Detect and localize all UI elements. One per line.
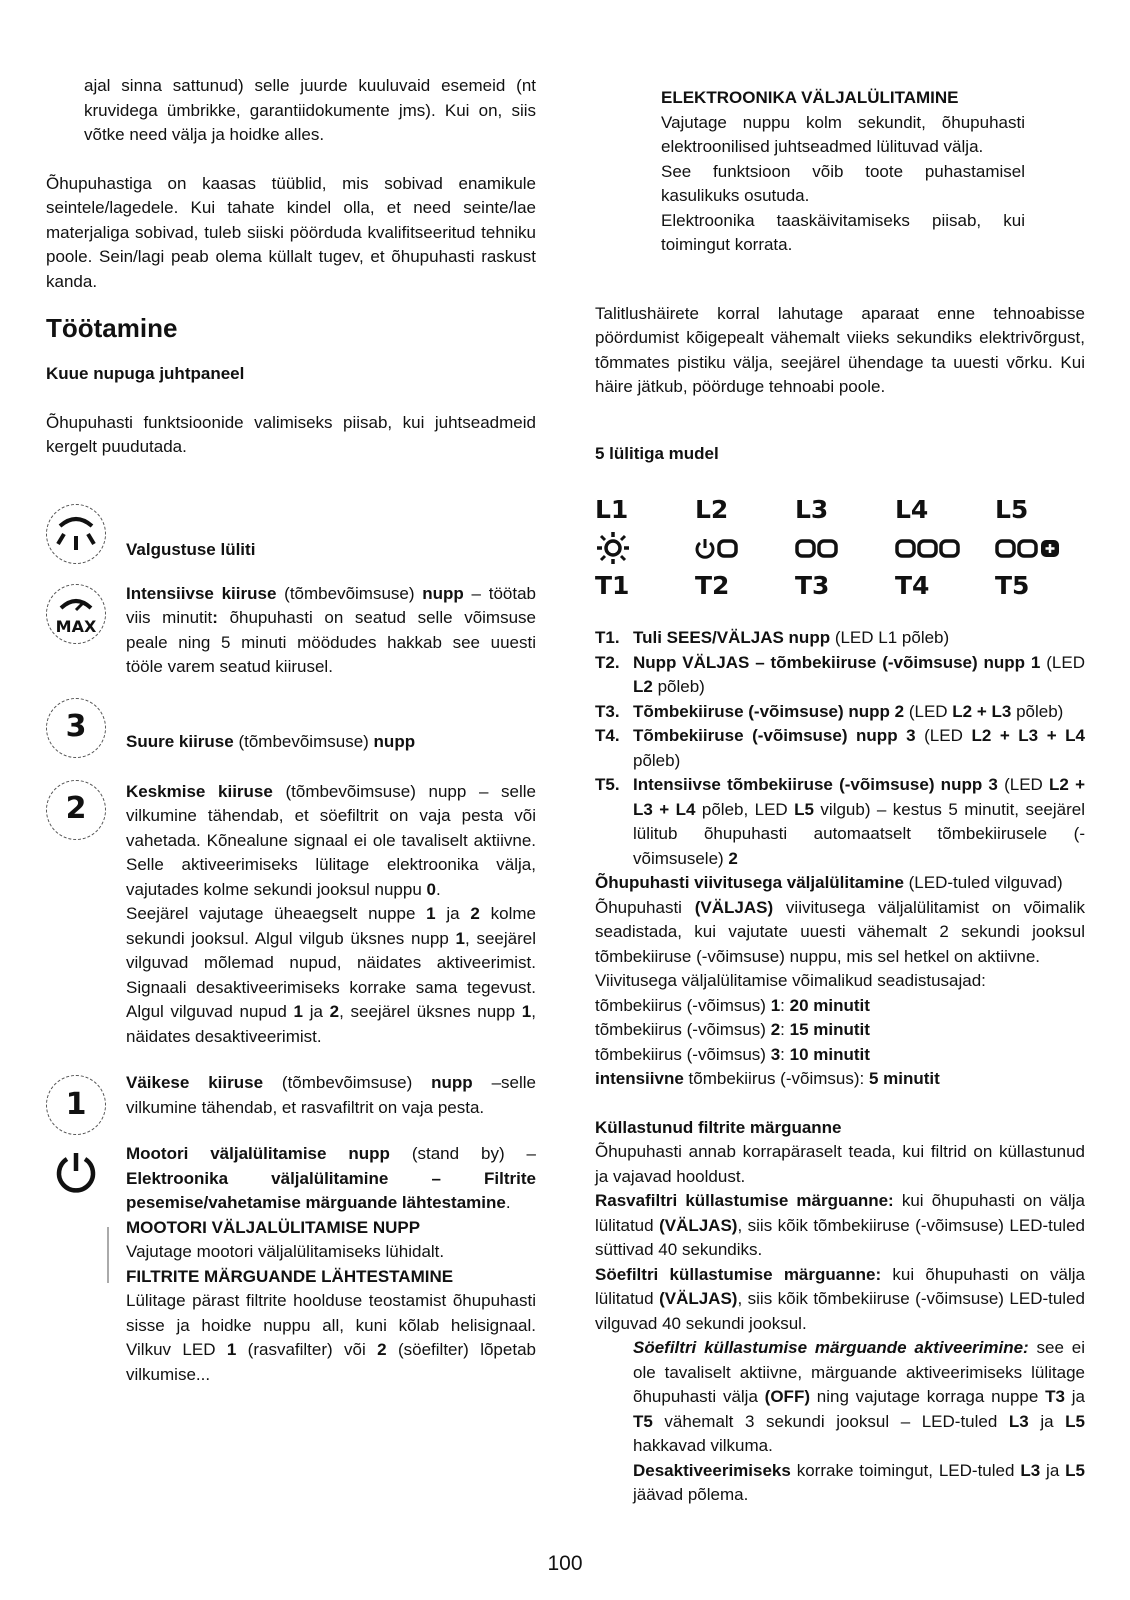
delay-option-3: tõmbekiirus (-võimsus) 3: 10 minutit — [595, 1044, 870, 1064]
saturation-p1: Õhupuhasti annab korrapäraselt teada, kui filtrid on küllastunud ja vajavad hooldust. — [595, 1142, 1085, 1186]
speed-2-text-2: Seejärel vajutage üheaegselt nuppe 1 ja 2 kolme sekundi jooksul. Algul vilgub üksnes nupp 1, seejärel vilguvad mõlemad nupud, näidates aktiveerimist. Signaali desaktiveerimiseks korrake sama tegevust. Algul vilguvad nupud 1 ja 2, seejärel üksnes nupp 1, näidates desaktiveerimist. — [126, 904, 536, 1046]
light-bulb-icon — [595, 528, 695, 568]
led-diagram — [595, 492, 1085, 604]
led-label: L3 — [795, 495, 829, 524]
speed-1-icon-text: 1 — [65, 1086, 87, 1122]
electronics-off-block — [595, 86, 1025, 258]
divider-line — [107, 1227, 109, 1283]
max-icon — [46, 584, 106, 644]
power-speed-1-icon — [695, 528, 795, 568]
speed-3-button-row — [46, 698, 536, 778]
light-icon — [46, 504, 106, 564]
intro-paragraph-1: ajal sinna sattunud) selle juurde kuuluvaid esemeid (nt kruvidega ümbrikke, garantiidokumente jms). Kui on, siis võtke need välja ja hoidke alles. — [84, 76, 536, 144]
delay-options-intro: Viivitusega väljalülitamise võimalikud seadistusajad: — [595, 971, 986, 990]
saturation-title: Küllastunud filtrite märguanne — [595, 1117, 842, 1137]
subheading: Kuue nupuga juhtpaneel — [46, 364, 245, 383]
light-button-row — [46, 504, 536, 574]
key-list — [595, 626, 1085, 871]
delay-option-1: tõmbekiirus (-võimsus) 1: 20 minutit — [595, 995, 870, 1015]
motor-off-text: Vajutage mootori väljalülitamiseks lühidalt. — [126, 1242, 445, 1261]
speed-2-icon-text: 2 — [65, 791, 87, 827]
carbon-alarm-activation: Söefiltri küllastumise märguande aktiveerimine: see ei ole tavaliselt aktiivne, märguande aktiveerimiseks lülitage õhupuhasti välja (OFF) ning vajutage korraga nuppe T3 ja T5 vähemalt 3 sekundi jooksul – LED-tuled L3 ja L5 hakkavad vilkuma. — [633, 1338, 1085, 1455]
electronics-off-p3: Elektroonika taaskäivitamiseks piisab, kui toimingut korrata. — [661, 210, 1025, 254]
delay-title: Õhupuhasti viivitusega väljalülitamine (LED-tuled vilguvad) — [595, 873, 1063, 892]
key-item-t1: T1. Tuli SEES/VÄLJAS nupp (LED L1 põleb) — [595, 628, 950, 647]
speed-2-leds-icon — [795, 528, 895, 568]
led-label: L2 — [695, 495, 729, 524]
power-icon — [46, 1142, 106, 1202]
speed-3-leds-icon — [895, 528, 995, 568]
key-label: T4 — [895, 571, 930, 600]
intro-paragraph-2: Õhupuhastiga on kaasas tüüblid, mis sobivad enamikule seintele/lagedele. Kui tahate kindel olla, et need seinte/lae materjaliga sobivad, tuleb siiski pöörduda kvalifitseeritud tehniku poole. Sein/lagi peab olema küllalt tugev, et õhupuhasti raskust kanda. — [46, 173, 536, 291]
speed-2-text: Keskmise kiiruse (tõmbevõimsuse) nupp – selle vilkumine tähendab, et söefiltrit on vaja pesta või vahetada. Kõnealune signaal ei ole tavaliselt aktiivne. Selle aktiveerimiseks lülitage elektroonika välja, vajutades kolme sekundi jooksul nuppu 0. — [126, 781, 536, 899]
section-heading: Töötamine — [46, 313, 178, 343]
speed-2-icon — [46, 780, 106, 840]
electronics-off-title: ELEKTROONIKA VÄLJALÜLITAMINE — [661, 88, 959, 107]
key-label: T1 — [595, 571, 630, 600]
led-label: L4 — [895, 495, 929, 524]
filter-reset-heading: FILTRITE MÄRGUANDE LÄHTESTAMINE — [126, 1266, 454, 1286]
delay-option-4: intensiivne tõmbekiirus (-võimsus): 5 minutit — [595, 1069, 940, 1088]
speed-3-icon — [46, 698, 106, 758]
fault-paragraph: Talitlushäirete korral lahutage aparaat enne tehnoabisse pöördumist kõigepealt vähemalt viieks sekundiks elektrivõrgust, tõmmates pistiku välja, seejärel ühendage ta uuesti võrku. Kui häire jätkub, pöörduge tehnoabi poole. — [595, 303, 1085, 396]
key-item-t3: T3. Tõmbekiiruse (-võimsuse) nupp 2 (LED L2 + L3 põleb) — [595, 701, 1064, 721]
delay-paragraph: Õhupuhasti (VÄLJAS) viivitusega väljalülitamist on võimalik seadistada, kui vajutate uuesti vähemalt 2 sekundi jooksul tõmbekiiruse (-võimsuse) nuppu, mis sel hetkel on aktiivne. — [595, 897, 1085, 966]
max-button-text: Intensiivse kiiruse (tõmbevõimsuse) nupp – töötab viis minutit: õhupuhasti on seatud selle võimsuse peale ning 5 minuti möödudes hakkab see uuesti tööle varem seatud kiirusel. — [126, 583, 536, 676]
electronics-off-p1: Vajutage nuppu kolm sekundit, õhupuhasti elektroonilised juhtseadmed lülituvad välja. — [661, 112, 1025, 156]
speed-3-icon-text: 3 — [65, 709, 87, 745]
model-title: 5 lülitiga mudel — [595, 443, 719, 463]
panel-intro: Õhupuhasti funktsioonide valimiseks piisab, kui juhtseadmeid kergelt puudutada. — [46, 412, 536, 456]
intensive-leds-icon — [995, 528, 1095, 568]
max-icon-text: MAX — [55, 616, 97, 636]
key-item-t2: T2. Nupp VÄLJAS – tõmbekiiruse (-võimsuse) nupp 1 (LED L2 põleb) — [595, 652, 1085, 696]
speed-1-button-row — [46, 1071, 536, 1120]
page-number: 100 — [547, 1552, 583, 1575]
power-button-text: Mootori väljalülitamise nupp (stand by) – Elektroonika väljalülitamine – Filtrite pesemise/vahetamise märguande lähtestamine. — [126, 1144, 536, 1212]
key-label: T3 — [795, 571, 830, 600]
motor-off-heading: MOOTORI VÄLJALÜLITAMISE NUPP — [126, 1217, 421, 1237]
electronics-off-p2: See funktsioon võib toote puhastamisel kasulikuks osutuda. — [661, 161, 1025, 205]
speed-1-text: Väikese kiiruse (tõmbevõimsuse) nupp –selle vilkumine tähendab, et rasvafiltrit on vaja pesta. — [126, 1073, 536, 1117]
key-item-t4: T4. Tõmbekiiruse (-võimsuse) nupp 3 (LED L2 + L3 + L4 põleb) — [595, 726, 1086, 770]
key-label: T2 — [695, 571, 730, 600]
led-label: L5 — [995, 495, 1029, 524]
right-column — [595, 86, 1085, 1508]
key-item-t5: T5. Intensiivse tõmbekiiruse (-võimsuse) nupp 3 (LED L2 + L3 + L4 põleb, LED L5 vilgub) – kestus 5 minutit, seejärel lülitub õhupuhasti automaatselt tõmbekiirusele (-võimsusele) 2 — [595, 775, 1085, 868]
max-button-row — [46, 582, 536, 680]
carbon-alarm-deactivation: Desaktiveerimiseks korrake toimingut, LED-tuled L3 ja L5 jäävad põlema. — [633, 1460, 1085, 1504]
power-button-row — [46, 1142, 536, 1387]
filter-reset-text: Lülitage pärast filtrite hoolduse teostamist õhupuhasti sisse ja hoidke nuppu all, kuni kõlab helisignaal. Vilkuv LED 1 (rasvafilter) või 2 (söefilter) lõpetab vilkumise... — [126, 1291, 536, 1384]
delay-option-2: tõmbekiirus (-võimsus) 2: 15 minutit — [595, 1020, 870, 1039]
speed-2-button-row — [46, 780, 536, 1050]
key-label: T5 — [995, 571, 1030, 600]
carbon-filter-alarm: Söefiltri küllastumise märguanne: kui õhupuhasti on välja lülitatud (VÄLJAS), siis kõik tõmbekiiruse (-võimsuse) LED-tuled vilguvad 40 sekundi jooksul. — [595, 1264, 1086, 1333]
left-column — [46, 74, 536, 1387]
light-button-title: Valgustuse lüliti — [126, 539, 256, 559]
led-label: L1 — [595, 495, 629, 524]
grease-filter-alarm: Rasvafiltri küllastumise märguanne: kui õhupuhasti on välja lülitatud (VÄLJAS), siis kõik tõmbekiiruse (-võimsuse) LED-tuled süttivad 40 sekundiks. — [595, 1191, 1085, 1259]
speed-1-icon — [46, 1075, 106, 1135]
speed-3-text: Suure kiiruse (tõmbevõimsuse) nupp — [126, 731, 416, 751]
